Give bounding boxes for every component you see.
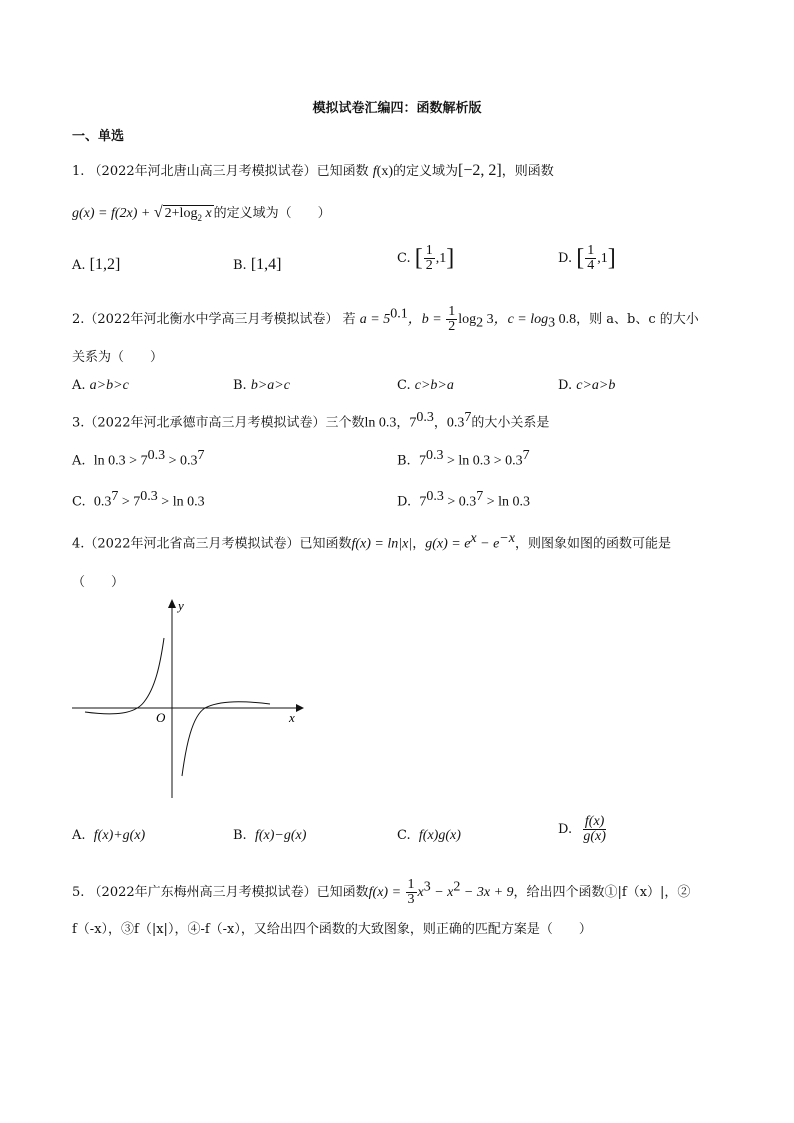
option-text: > 0.3 (165, 453, 198, 469)
math-sup: 3 (423, 879, 431, 895)
option-label: D. (558, 822, 573, 837)
option-label: A. (72, 258, 86, 273)
math-fx: f(x) = (368, 885, 405, 900)
numerator: 1 (587, 243, 595, 258)
question-source: （2022年河北承德市高三月考模拟试卷）三个数 (84, 415, 365, 431)
q2-option-d[interactable] (558, 378, 615, 394)
math-poly: x (417, 885, 424, 900)
math-f: f (372, 164, 377, 179)
option-label: B. (397, 453, 411, 469)
page-title: 模拟试卷汇编四：函数解析版 (312, 101, 482, 116)
origin-label: O (156, 710, 166, 725)
fraction (585, 244, 596, 273)
denominator: 2 (425, 258, 433, 273)
curve-right-branch (182, 702, 270, 776)
q3-option-b[interactable] (397, 448, 530, 469)
option-text: > 7 (118, 494, 141, 510)
question-4-stem-line2: （ ） (72, 575, 125, 590)
option-text: ,1 (435, 251, 447, 266)
question-5-stem (72, 878, 690, 907)
numerator: 1 (425, 243, 433, 258)
x-axis-arrow (296, 704, 304, 712)
question-number: 3. (72, 415, 85, 431)
question-1-stem (72, 160, 554, 180)
question-2-stem-line2: 关系为（ ） (72, 350, 164, 365)
math-ln: ln 0.3 (364, 415, 397, 431)
option-label: C. (397, 828, 411, 843)
fraction (581, 815, 608, 844)
math-fx: (x) (376, 164, 393, 179)
option-label: D. (397, 494, 412, 510)
section-heading: 一、单选 (72, 129, 125, 144)
option-label: A. (72, 378, 86, 393)
option-text: f(x)+g(x) (93, 828, 146, 843)
denominator: 3 (407, 892, 415, 907)
option-label: B. (233, 828, 247, 843)
question-text: ，则函数 (501, 164, 554, 179)
numerator: 1 (448, 304, 456, 319)
separator: ， (396, 415, 410, 431)
question-source: （2022年广东梅州高三月考模拟试卷）已知函数 (88, 885, 369, 900)
math-sup: 7 (522, 448, 530, 463)
math-poly: − x (430, 885, 454, 900)
math-arg: 0.8 (555, 312, 577, 327)
math-03: 0.3 (446, 415, 465, 431)
option-text: f(x)g(x) (418, 828, 461, 843)
option-text: > ln 0.3 (157, 494, 205, 510)
question-text: ，则 a、b、c 的大小 (576, 312, 699, 327)
option-text: f(x)−g(x) (254, 828, 307, 843)
option-text: [1,4] (250, 256, 282, 273)
math-b: ，b = (407, 312, 446, 327)
option-label: D. (558, 378, 573, 393)
axis-x-label: x (289, 710, 295, 725)
question-text: 的大小关系是 (471, 415, 550, 431)
y-axis-arrow (168, 599, 176, 608)
q4-option-c[interactable] (397, 828, 461, 844)
math-sqrt (163, 205, 214, 221)
math-sup: 0.3 (426, 489, 444, 504)
denominator: 4 (587, 258, 595, 273)
question-number: 4. (72, 536, 85, 552)
numerator: f(x) (584, 814, 605, 829)
q1-option-a[interactable] (72, 256, 120, 274)
option-text: > ln 0.3 (483, 494, 531, 510)
question-number: 5. (72, 885, 85, 900)
denominator: 2 (448, 319, 456, 334)
math-sup: 2 (453, 879, 461, 895)
math-a: a = 5 (359, 312, 391, 327)
math-arg: 3 (483, 312, 494, 327)
option-text: > ln 0.3 > 0.3 (443, 453, 523, 469)
option-text: a>b>c (89, 378, 129, 393)
q4-option-b[interactable] (233, 828, 306, 844)
math-log: log (458, 312, 477, 327)
question-number: 2. (72, 312, 85, 327)
math-sup: 7 (197, 448, 205, 463)
numerator: 1 (407, 877, 415, 892)
q4-option-d[interactable] (558, 815, 609, 844)
axis-y-label: y (178, 598, 184, 613)
question-source: （2022年河北唐山高三月考模拟试卷）已知函数 (88, 164, 369, 179)
option-label: C. (397, 251, 411, 266)
q2-option-c[interactable] (397, 378, 454, 394)
math-sub: 3 (548, 315, 556, 331)
question-text: ，给出四个函数①|f（x）|，② (513, 885, 691, 900)
math-c: ，c = log (493, 312, 549, 327)
question-5-stem-line2: f（-x），③f（|x|），④-f（-x），又给出四个函数的大致图象，则正确的匹配方案是（ ） (72, 922, 592, 937)
q1-option-d[interactable]: D. [ $\frac{1}{4}$ ,1] (558, 243, 616, 273)
option-text: c>a>b (576, 378, 616, 393)
math-7: 7 (409, 415, 417, 431)
q2-option-a[interactable] (72, 378, 129, 394)
math-g-expr: g(x) = f(2x) + (72, 206, 154, 221)
math-sup: 0.3 (425, 448, 444, 463)
question-text: 的定义域为 (393, 164, 459, 179)
math-sup: 0.1 (390, 306, 408, 322)
math-sqrt-body: 2+log (164, 206, 198, 221)
option-label: B. (233, 378, 247, 393)
option-text: b>a>c (250, 378, 290, 393)
denominator: g(x) (583, 829, 606, 844)
math-sup: 7 (464, 410, 472, 425)
math-x: x (201, 206, 212, 221)
question-source: （2022年河北省高三月考模拟试卷）已知函数 (84, 536, 352, 552)
option-text: ,1 (597, 251, 608, 266)
option-label: D. (558, 251, 573, 266)
separator: ， (433, 415, 447, 431)
q3-option-d[interactable] (397, 489, 530, 510)
question-3-stem (72, 410, 549, 431)
question-text: ，则图象如图的函数可能是 (514, 536, 671, 552)
function-graph (70, 596, 310, 806)
math-poly: − 3x + 9 (460, 885, 514, 900)
question-source: （2022年河北衡水中学高三月考模拟试卷） (84, 312, 339, 327)
question-text: 的定义域为（ ） (213, 206, 331, 221)
option-text: [1,2] (89, 256, 121, 273)
question-4-stem (72, 531, 671, 552)
fraction (406, 878, 417, 907)
math-sub: 2 (476, 315, 484, 331)
question-2-stem (72, 305, 699, 334)
fraction (446, 305, 457, 334)
math-sup: 0.3 (140, 489, 158, 504)
math-g-def: − e (476, 536, 500, 552)
option-label: A. (72, 828, 86, 843)
math-sup: 7 (476, 489, 484, 504)
q3-option-a[interactable] (72, 448, 205, 469)
q3-option-c[interactable] (72, 489, 205, 510)
math-sup: 7 (111, 489, 119, 504)
option-label: C. (72, 494, 86, 510)
math-sup: 0.3 (416, 410, 434, 425)
math-domain: [−2, 2] (458, 162, 502, 179)
q1-option-c[interactable]: C. [ $\frac{1}{2}$ ,1] (397, 243, 455, 273)
option-label: A. (72, 453, 86, 469)
math-sup: 0.3 (147, 448, 166, 463)
math-sub: 2 (197, 212, 202, 223)
math-g-def: g(x) = e (425, 536, 471, 552)
option-text: 7 (419, 494, 427, 510)
option-text: c>b>a (414, 378, 454, 393)
separator: ， (412, 536, 426, 552)
option-text: 0.3 (93, 494, 112, 510)
option-text: ln 0.3 > 7 (93, 453, 148, 469)
q2-option-b[interactable] (233, 378, 290, 394)
question-text: 若 (342, 312, 356, 327)
question-number: 1. (72, 164, 85, 179)
curve-left-branch (85, 638, 164, 714)
question-1-stem-line2: g(x) = f(2x) + √ $2+\log_2$ x 的定义域为（ ） (72, 204, 331, 223)
q1-option-b[interactable] (233, 256, 281, 274)
q4-option-a[interactable] (72, 828, 145, 844)
option-label: C. (397, 378, 411, 393)
option-text: 7 (418, 453, 426, 469)
math-f-def: f(x) = ln|x| (351, 536, 413, 552)
math-sup: −x (499, 531, 515, 546)
option-text: > 0.3 (443, 494, 477, 510)
math-sup: x (470, 531, 477, 546)
option-label: B. (233, 258, 247, 273)
fraction (424, 244, 435, 273)
